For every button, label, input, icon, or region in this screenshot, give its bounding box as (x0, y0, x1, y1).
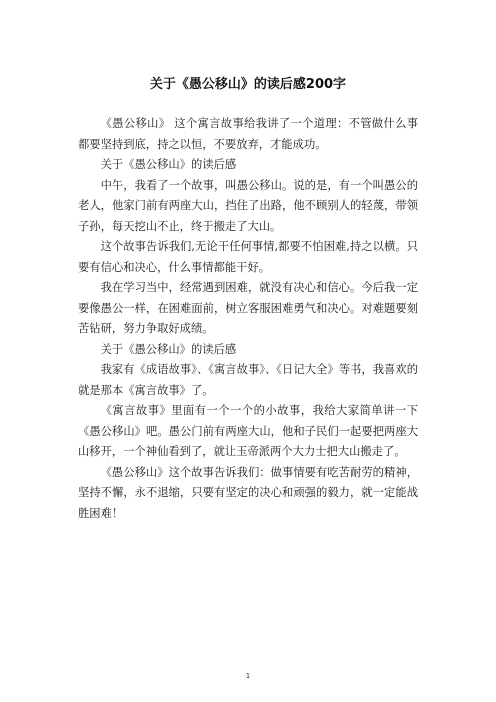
paragraph-7: 我家有《成语故事》、《寓言故事》、《日记大全》等书，我喜欢的就是那本《寓言故事》了。 (78, 363, 418, 397)
page-number: 1 (245, 672, 251, 680)
paragraph-5: 我在学习当中，经常遇到困难，就没有决心和信心。今后我一定要像愚公一样，在困难面前，树立客服困难勇气和决心。对难题要刻苦钻研，努力争取好成绩。 (78, 281, 418, 335)
document-title: 关于《愚公移山》的读后感200字 (149, 77, 347, 92)
paragraph-9: 《愚公移山》这个故事告诉我们：做事情要有吃苦耐劳的精神，坚持不懈，永不退缩，只要有坚定的决心和顽强的毅力，就一定能战胜困难！ (78, 465, 418, 520)
paragraph-4: 这个故事告诉我们,无论干任何事情,都要不怕困难,持之以横。只要有信心和决心，什么事情都能干好。 (78, 240, 418, 274)
paragraph-2: 关于《愚公移山》的读后感 (100, 158, 237, 171)
paragraph-8: 《寓言故事》里面有一个一个的小故事，我给大家简单讲一下《愚公移山》吧。愚公门前有两座大山，他和子民们一起要把两座大山移开，一个神仙看到了，就让玉帝派两个大力士把大山搬走了。 (78, 404, 418, 458)
document-body (78, 114, 418, 524)
paragraph-6: 关于《愚公移山》的读后感 (100, 342, 237, 356)
paragraph-1: 《愚公移山》 这个寓言故事给我讲了一个道理：不管做什么事都要坚持到底，持之以恒，不要放弃，才能成功。 (78, 117, 418, 151)
paragraph-3: 中午，我看了一个故事，叫愚公移山。说的是，有一个叫愚公的老人，他家门前有两座大山，挡住了出路，他不顾别人的轻蔑，带领子孙，每天挖山不止，终于搬走了大山。 (78, 178, 418, 233)
